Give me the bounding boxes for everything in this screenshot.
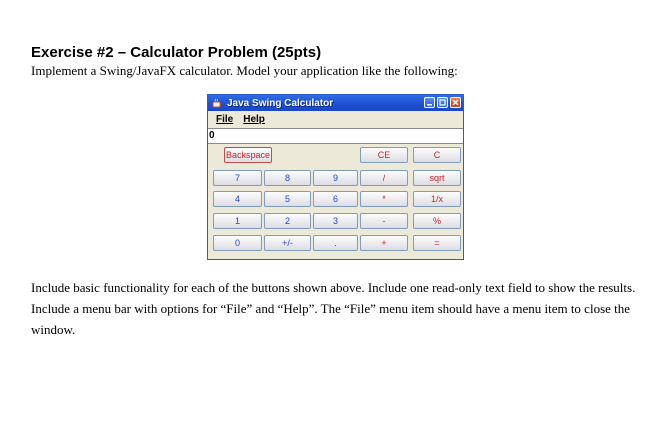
- percent-button[interactable]: %: [413, 213, 461, 229]
- window-title: Java Swing Calculator: [227, 97, 334, 109]
- backspace-button[interactable]: Backspace: [224, 147, 272, 163]
- close-icon[interactable]: [450, 97, 461, 108]
- digit-9-button[interactable]: 9: [313, 170, 358, 186]
- button-grid: [208, 147, 463, 259]
- maximize-icon[interactable]: [437, 97, 448, 108]
- subtract-button[interactable]: -: [360, 213, 408, 229]
- reciprocal-button[interactable]: 1/x: [413, 191, 461, 207]
- equals-button[interactable]: =: [413, 235, 461, 251]
- digit-2-button[interactable]: 2: [264, 213, 311, 229]
- negate-button[interactable]: +/-: [264, 235, 311, 251]
- digit-1-button[interactable]: 1: [213, 213, 262, 229]
- multiply-button[interactable]: *: [360, 191, 408, 207]
- result-display: 0: [208, 128, 463, 144]
- calculator-window: [207, 94, 464, 260]
- decimal-button[interactable]: .: [313, 235, 358, 251]
- menu-bar: [208, 111, 463, 127]
- digit-7-button[interactable]: 7: [213, 170, 262, 186]
- digit-6-button[interactable]: 6: [313, 191, 358, 207]
- exercise-intro: Implement a Swing/JavaFX calculator. Model your application like the following:: [31, 63, 458, 78]
- exercise-title: Exercise #2 – Calculator Problem (25pts): [31, 44, 322, 61]
- clear-entry-button[interactable]: CE: [360, 147, 408, 163]
- java-cup-icon: [211, 97, 223, 109]
- minimize-icon[interactable]: [424, 97, 435, 108]
- menu-help[interactable]: Help: [243, 113, 265, 125]
- window-titlebar[interactable]: [208, 95, 463, 111]
- digit-0-button[interactable]: 0: [213, 235, 262, 251]
- digit-8-button[interactable]: 8: [264, 170, 311, 186]
- menu-file[interactable]: File: [216, 113, 234, 125]
- digit-4-button[interactable]: 4: [213, 191, 262, 207]
- digit-3-button[interactable]: 3: [313, 213, 358, 229]
- digit-5-button[interactable]: 5: [264, 191, 311, 207]
- sqrt-button[interactable]: sqrt: [413, 170, 461, 186]
- divide-button[interactable]: /: [360, 170, 408, 186]
- add-button[interactable]: +: [360, 235, 408, 251]
- clear-button[interactable]: C: [413, 147, 461, 163]
- exercise-instructions: Include basic functionality for each of the buttons shown above. Include one read-only text field to show the results. Include a menu bar with options for “File” and “Help”. The “File” menu item should have a menu item to close the window.: [31, 280, 636, 337]
